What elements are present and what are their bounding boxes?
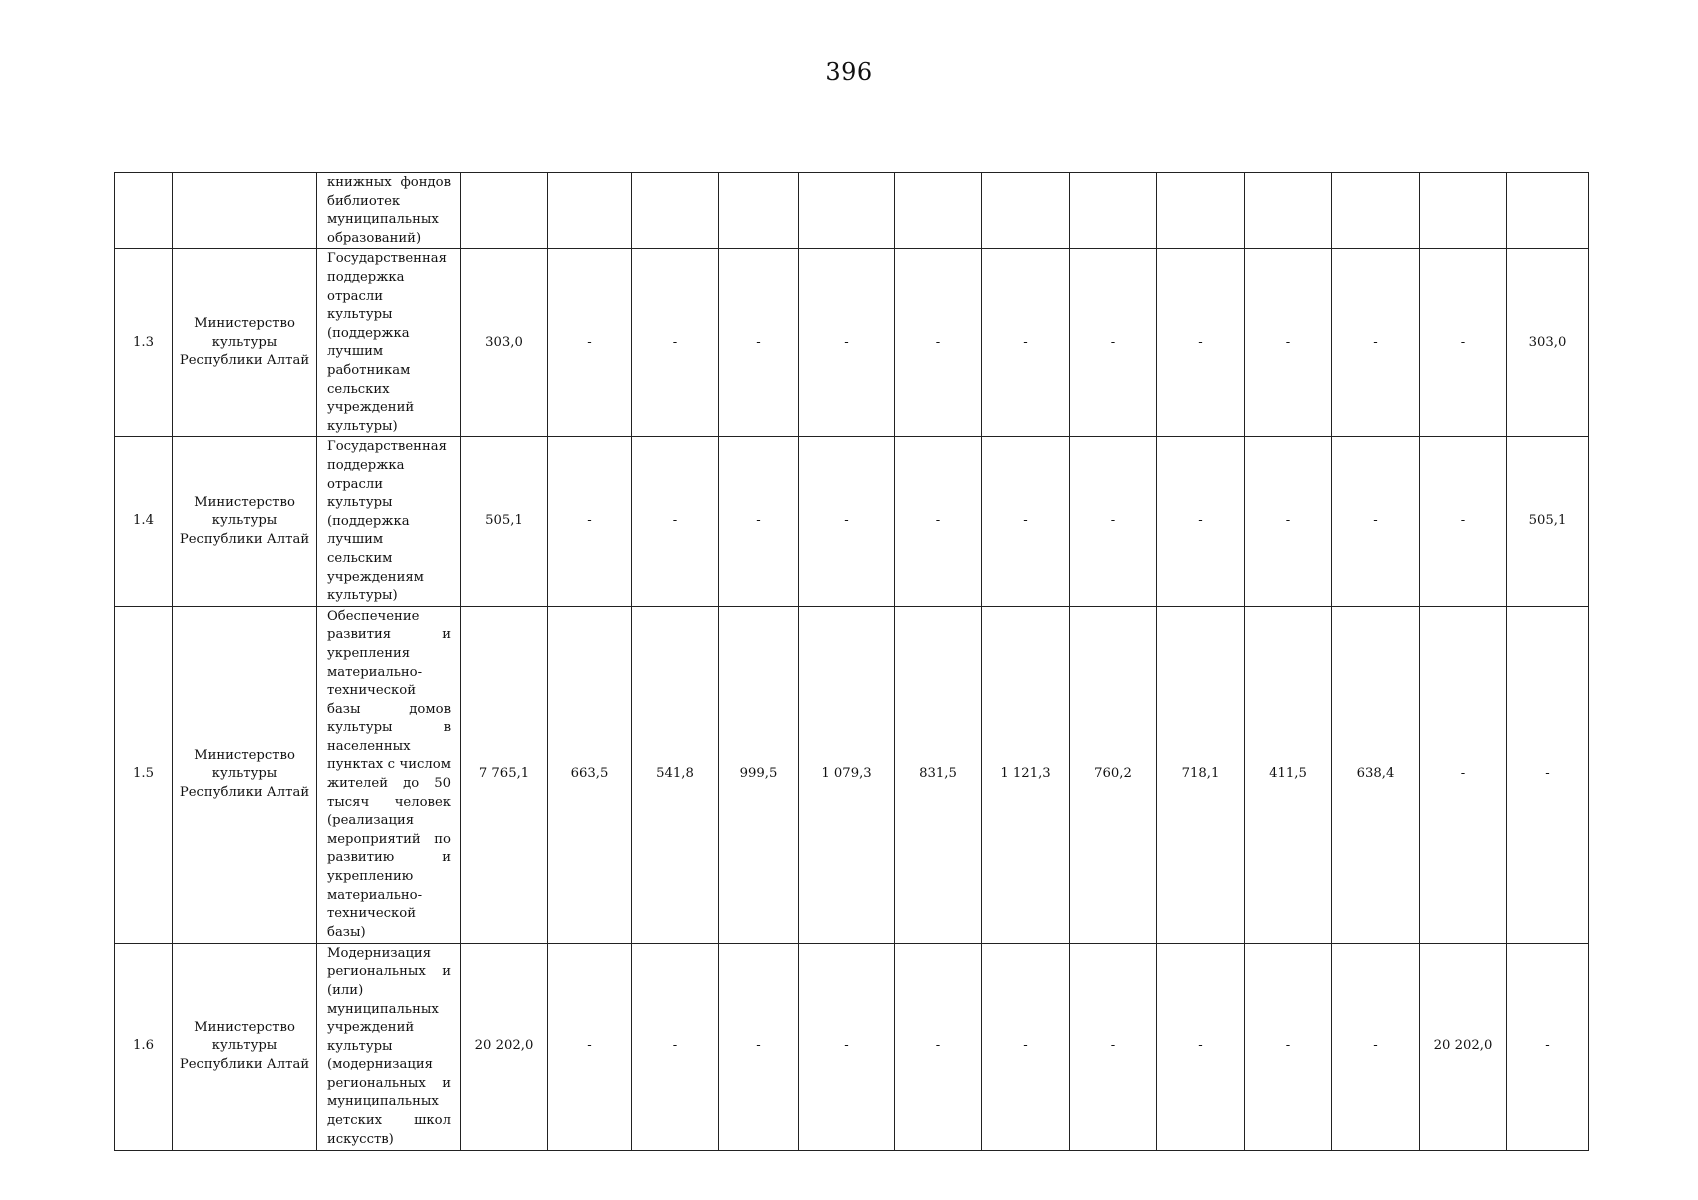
value-cell: 303,0: [1507, 249, 1589, 437]
value-cell: -: [1070, 943, 1157, 1150]
value-cell: 20 202,0: [461, 943, 548, 1150]
value-cell: -: [799, 437, 895, 606]
value-cell: [895, 173, 982, 249]
value-cell: -: [895, 437, 982, 606]
value-cell: -: [982, 437, 1070, 606]
value-cell: -: [1507, 606, 1589, 943]
value-cell: -: [982, 943, 1070, 1150]
value-cell: 20 202,0: [1420, 943, 1507, 1150]
budget-table: [114, 172, 1589, 1151]
value-cell: 1 079,3: [799, 606, 895, 943]
value-cell: -: [895, 249, 982, 437]
value-cell: 999,5: [719, 606, 799, 943]
value-cell: -: [1245, 437, 1332, 606]
value-cell: -: [1245, 943, 1332, 1150]
value-cell: [799, 173, 895, 249]
value-cell: -: [1507, 943, 1589, 1150]
value-cell: [719, 173, 799, 249]
value-cell: 638,4: [1332, 606, 1420, 943]
value-cell: 411,5: [1245, 606, 1332, 943]
table-row: [115, 437, 1589, 606]
page-number: 396: [825, 58, 873, 86]
value-cell: -: [719, 943, 799, 1150]
organization-cell: [173, 173, 317, 249]
value-cell: -: [1070, 249, 1157, 437]
organization-cell: Министерство культуры Республики Алтай: [173, 249, 317, 437]
value-cell: -: [1070, 437, 1157, 606]
description-cell: книжных фондов библиотек муниципальных образований): [317, 173, 461, 249]
value-cell: 1 121,3: [982, 606, 1070, 943]
value-cell: 663,5: [548, 606, 632, 943]
table-row: [115, 606, 1589, 943]
value-cell: [1157, 173, 1245, 249]
value-cell: -: [632, 943, 719, 1150]
value-cell: -: [1245, 249, 1332, 437]
value-cell: 541,8: [632, 606, 719, 943]
value-cell: -: [719, 249, 799, 437]
value-cell: [548, 173, 632, 249]
value-cell: -: [1332, 437, 1420, 606]
value-cell: -: [982, 249, 1070, 437]
value-cell: [982, 173, 1070, 249]
row-number-cell: 1.3: [115, 249, 173, 437]
value-cell: -: [1157, 943, 1245, 1150]
value-cell: [461, 173, 548, 249]
organization-cell: Министерство культуры Республики Алтай: [173, 943, 317, 1150]
table-row: [115, 173, 1589, 249]
organization-cell: Министерство культуры Республики Алтай: [173, 437, 317, 606]
value-cell: -: [1420, 249, 1507, 437]
value-cell: [632, 173, 719, 249]
value-cell: -: [895, 943, 982, 1150]
value-cell: [1245, 173, 1332, 249]
value-cell: 718,1: [1157, 606, 1245, 943]
value-cell: 303,0: [461, 249, 548, 437]
value-cell: 760,2: [1070, 606, 1157, 943]
table-row: [115, 249, 1589, 437]
value-cell: 7 765,1: [461, 606, 548, 943]
value-cell: -: [1420, 606, 1507, 943]
value-cell: -: [1157, 249, 1245, 437]
value-cell: -: [719, 437, 799, 606]
value-cell: [1332, 173, 1420, 249]
description-cell: Государственная поддержка отрасли культуры (поддержка лучшим работникам сельских учреждений культуры): [317, 249, 461, 437]
value-cell: [1070, 173, 1157, 249]
row-number-cell: 1.4: [115, 437, 173, 606]
value-cell: -: [1157, 437, 1245, 606]
value-cell: -: [1332, 249, 1420, 437]
value-cell: -: [799, 943, 895, 1150]
description-cell: Обеспечение развития и укрепления материально-технической базы домов культуры в населенных пунктах с числом жителей до 50 тысяч человек (реализация мероприятий по развитию и укреплению материально-технической базы): [317, 606, 461, 943]
table-row: [115, 943, 1589, 1150]
row-number-cell: [115, 173, 173, 249]
description-cell: Модернизация региональных и (или) муниципальных учреждений культуры (модернизация региональных и муниципальных детских школ искусств): [317, 943, 461, 1150]
value-cell: -: [548, 437, 632, 606]
value-cell: -: [548, 943, 632, 1150]
value-cell: -: [1420, 437, 1507, 606]
value-cell: [1507, 173, 1589, 249]
value-cell: -: [548, 249, 632, 437]
row-number-cell: 1.5: [115, 606, 173, 943]
value-cell: -: [632, 249, 719, 437]
value-cell: -: [1332, 943, 1420, 1150]
value-cell: 831,5: [895, 606, 982, 943]
description-cell: Государственная поддержка отрасли культуры (поддержка лучшим сельским учреждениям культуры): [317, 437, 461, 606]
row-number-cell: 1.6: [115, 943, 173, 1150]
value-cell: -: [799, 249, 895, 437]
value-cell: 505,1: [461, 437, 548, 606]
organization-cell: Министерство культуры Республики Алтай: [173, 606, 317, 943]
value-cell: 505,1: [1507, 437, 1589, 606]
value-cell: -: [632, 437, 719, 606]
value-cell: [1420, 173, 1507, 249]
